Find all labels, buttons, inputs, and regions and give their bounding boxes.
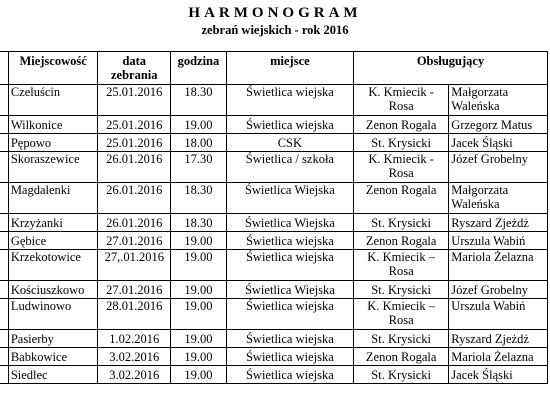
date-cell: 28.01.2016 <box>98 299 171 330</box>
time-cell: 18.30 <box>171 214 227 232</box>
time-cell: 19.00 <box>171 116 227 134</box>
table-row <box>0 134 548 152</box>
row-number-cell <box>0 348 8 366</box>
header-place: Miejscowość <box>8 52 98 85</box>
place-cell: Pasierby <box>8 330 98 348</box>
date-cell: 26.01.2016 <box>98 152 171 183</box>
venue-cell: Świetlica wiejska <box>226 330 353 348</box>
place-cell: Siedlec <box>8 366 98 384</box>
time-cell: 19.00 <box>171 281 227 299</box>
staff-primary-cell: K. Kmiecik - Rosa <box>354 152 449 183</box>
staff-primary-cell: K. Kmiecik – Rosa <box>354 250 449 281</box>
place-cell: Pępowo <box>8 134 98 152</box>
row-number-cell <box>0 366 8 384</box>
table-row <box>0 85 548 116</box>
row-number-cell <box>0 85 8 116</box>
table-row <box>0 281 548 299</box>
time-cell: 18.30 <box>171 85 227 116</box>
time-cell: 19.00 <box>171 330 227 348</box>
staff-secondary-cell: Józef Grobelny <box>449 281 548 299</box>
date-cell: 27,.01.2016 <box>98 250 171 281</box>
date-cell: 27.01.2016 <box>98 232 171 250</box>
staff-primary-cell: St. Krysicki <box>354 281 449 299</box>
table-row <box>0 183 548 214</box>
date-cell: 1.02.2016 <box>98 330 171 348</box>
date-cell: 27.01.2016 <box>98 281 171 299</box>
document-title: HARMONOGRAM <box>188 5 362 21</box>
staff-secondary-cell: Grzegorz Matus <box>449 116 548 134</box>
header-staff: Obsługujący <box>354 52 548 85</box>
date-cell: 26.01.2016 <box>98 214 171 232</box>
staff-secondary-cell: Ryszard Zjeżdż <box>449 330 548 348</box>
venue-cell: Świetlica wiejska <box>226 116 353 134</box>
document-subtitle: zebrań wiejskich - rok 2016 <box>201 23 349 37</box>
date-cell: 25.01.2016 <box>98 116 171 134</box>
row-number-cell <box>0 281 8 299</box>
place-cell: Kościuszkowo <box>8 281 98 299</box>
staff-primary-cell: Zenon Rogala <box>354 232 449 250</box>
staff-secondary-cell: Józef Grobelny <box>449 152 548 183</box>
time-cell: 19.00 <box>171 232 227 250</box>
table-row <box>0 152 548 183</box>
staff-secondary-cell: Małgorzata Waleńska <box>449 85 548 116</box>
table-row <box>0 330 548 348</box>
staff-primary-cell: St. Krysicki <box>354 330 449 348</box>
time-cell: 19.00 <box>171 250 227 281</box>
place-cell: Krzekotowice <box>8 250 98 281</box>
staff-primary-cell: K. Kmiecik - Rosa <box>354 85 449 116</box>
staff-primary-cell: Zenon Rogala <box>354 348 449 366</box>
row-number-cell <box>0 152 8 183</box>
venue-cell: Świetlica Wiejska <box>226 183 353 214</box>
header-time: godzina <box>171 52 227 85</box>
place-cell: Skoraszewice <box>8 152 98 183</box>
row-number-cell <box>0 134 8 152</box>
place-cell: Wilkonice <box>8 116 98 134</box>
place-cell: Ludwinowo <box>8 299 98 330</box>
staff-primary-cell: Zenon Rogala <box>354 183 449 214</box>
venue-cell: CSK <box>226 134 353 152</box>
staff-secondary-cell: Ryszard Zjeżdż <box>449 214 548 232</box>
staff-secondary-cell: Urszula Wabiń <box>449 232 548 250</box>
venue-cell: Świetlica wiejska <box>226 299 353 330</box>
table-row <box>0 299 548 330</box>
schedule-table <box>0 51 548 384</box>
table-row <box>0 366 548 384</box>
staff-primary-cell: Zenon Rogala <box>354 116 449 134</box>
date-cell: 26.01.2016 <box>98 183 171 214</box>
time-cell: 19.00 <box>171 299 227 330</box>
venue-cell: Świetlica wiejska <box>226 348 353 366</box>
row-number-cell <box>0 232 8 250</box>
date-cell: 3.02.2016 <box>98 348 171 366</box>
header-row <box>0 52 548 85</box>
row-number-cell <box>0 116 8 134</box>
date-cell: 25.01.2016 <box>98 134 171 152</box>
staff-primary-cell: St. Krysicki <box>354 366 449 384</box>
header-venue: miejsce <box>226 52 353 85</box>
venue-cell: Świetlica / szkoła <box>226 152 353 183</box>
table-row <box>0 250 548 281</box>
time-cell: 18.30 <box>171 183 227 214</box>
header-number <box>0 52 8 85</box>
venue-cell: Świetlica wiejska <box>226 85 353 116</box>
staff-primary-cell: K. Kmiecik – Rosa <box>354 299 449 330</box>
row-number-cell <box>0 299 8 330</box>
place-cell: Krzyżanki <box>8 214 98 232</box>
venue-cell: Świetlica wiejska <box>226 366 353 384</box>
table-row <box>0 214 548 232</box>
staff-primary-cell: St. Krysicki <box>354 134 449 152</box>
venue-cell: Świetlica wiejska <box>226 250 353 281</box>
table-row <box>0 348 548 366</box>
place-cell: Czeluścin <box>8 85 98 116</box>
staff-secondary-cell: Jacek Śląski <box>449 134 548 152</box>
time-cell: 19.00 <box>171 366 227 384</box>
venue-cell: Świetlica Wiejska <box>226 281 353 299</box>
table-row <box>0 232 548 250</box>
venue-cell: Świetlica Wiejska <box>226 214 353 232</box>
staff-secondary-cell: Mariola Żelazna <box>449 250 548 281</box>
time-cell: 19.00 <box>171 348 227 366</box>
staff-secondary-cell: Jacek Śląski <box>449 366 548 384</box>
place-cell: Gębice <box>8 232 98 250</box>
time-cell: 17.30 <box>171 152 227 183</box>
staff-secondary-cell: Mariola Żelazna <box>449 348 548 366</box>
row-number-cell <box>0 183 8 214</box>
staff-primary-cell: St. Krysicki <box>354 214 449 232</box>
table-row <box>0 116 548 134</box>
header-date: data zebrania <box>98 52 171 85</box>
date-cell: 25.01.2016 <box>98 85 171 116</box>
time-cell: 18.00 <box>171 134 227 152</box>
venue-cell: Świetlica wiejska <box>226 232 353 250</box>
place-cell: Magdalenki <box>8 183 98 214</box>
row-number-cell <box>0 330 8 348</box>
staff-secondary-cell: Małgorzata Waleńska <box>449 183 548 214</box>
date-cell: 3.02.2016 <box>98 366 171 384</box>
place-cell: Babkowice <box>8 348 98 366</box>
row-number-cell <box>0 214 8 232</box>
row-number-cell <box>0 250 8 281</box>
staff-secondary-cell: Urszula Wabiń <box>449 299 548 330</box>
